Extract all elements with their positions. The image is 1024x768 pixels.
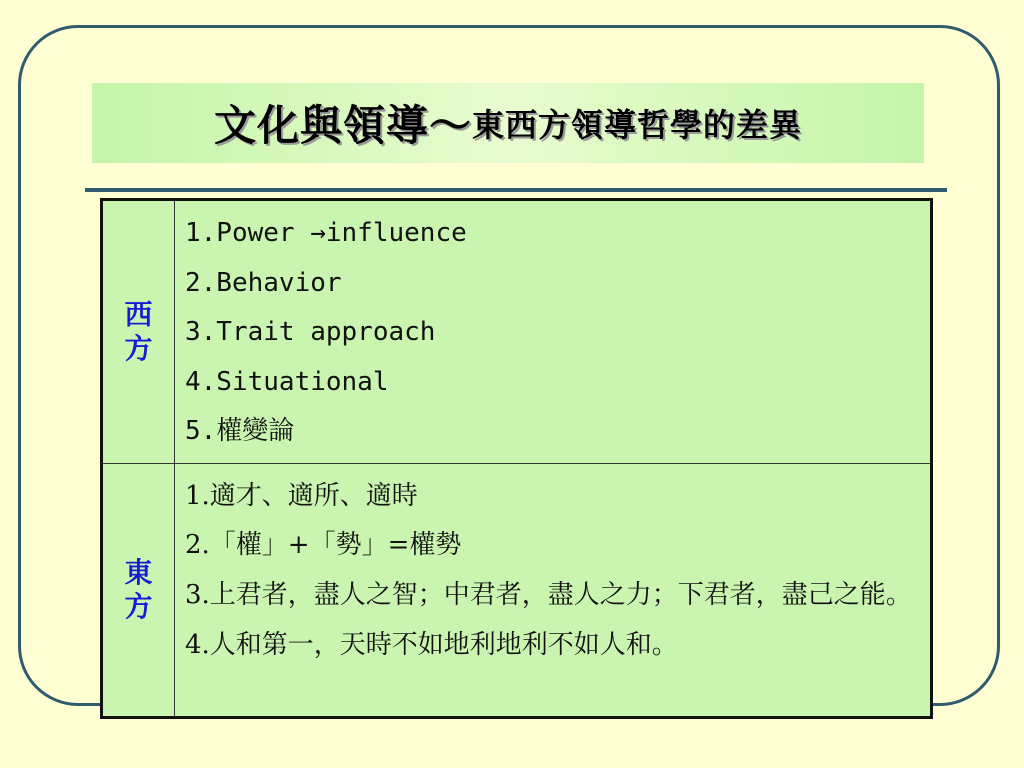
title-divider [85, 188, 947, 192]
list-item: 4.Situational [185, 366, 389, 397]
list-item: 3.上君者，盡人之智；中君者，盡人之力；下君者，盡己之能。 [185, 579, 912, 610]
list-item: 1.Power →influence [185, 218, 467, 248]
table-row-west [102, 200, 932, 464]
east-items-cell [175, 463, 932, 717]
west-label-cell [102, 200, 175, 464]
list-item: 5.權變論 [185, 416, 295, 446]
west-items-cell [175, 200, 932, 464]
table-row-east [102, 463, 932, 717]
list-item: 4.人和第一，天時不如地利地利不如人和。 [185, 629, 678, 660]
title-banner [92, 83, 924, 163]
list-item: 2.「權」+「勢」=權勢 [185, 530, 462, 560]
list-item: 2.Behavior [185, 267, 342, 298]
slide-title: 文化與領導～ [213, 101, 472, 150]
list-item: 3.Trait approach [185, 317, 436, 347]
east-label: 東方 [124, 555, 153, 623]
west-label: 西方 [124, 297, 153, 365]
list-item: 1.適才、適所、適時 [185, 480, 418, 511]
comparison-table [100, 198, 933, 719]
east-label-cell [102, 463, 175, 717]
slide-subtitle: 東西方領導哲學的差異 [472, 106, 803, 144]
